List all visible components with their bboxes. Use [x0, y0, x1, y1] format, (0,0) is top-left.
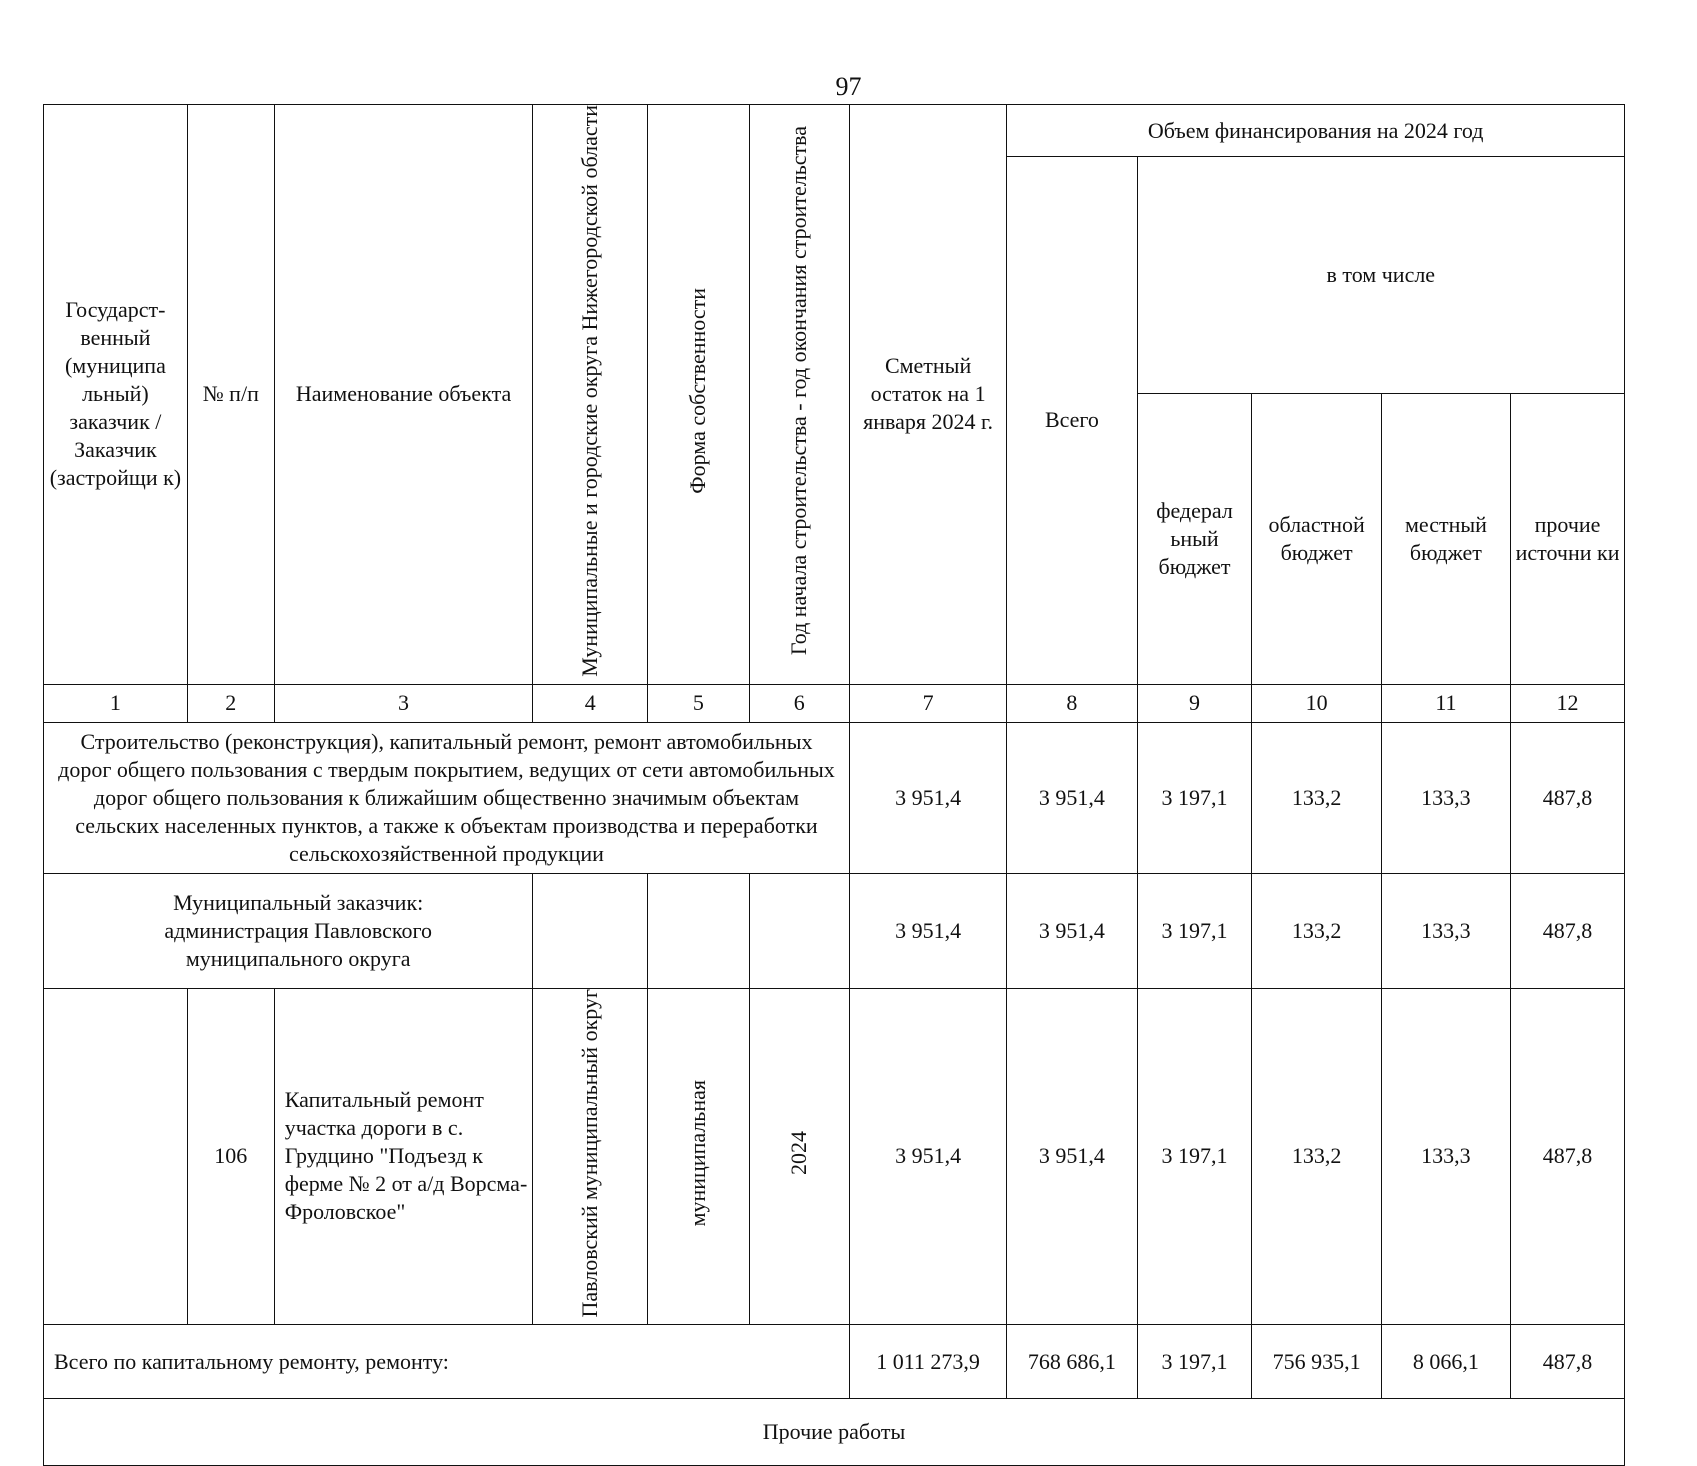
- value-cell: 487,8: [1511, 1325, 1625, 1399]
- value-cell: 133,3: [1381, 722, 1510, 873]
- value-cell: 3 951,4: [1007, 988, 1137, 1325]
- column-number: 7: [849, 684, 1006, 722]
- header-funding-group: Объем финансирования на 2024 год: [1007, 105, 1625, 157]
- header-district: [533, 105, 648, 685]
- value-cell: 3 197,1: [1137, 722, 1252, 873]
- value-cell: 8 066,1: [1381, 1325, 1510, 1399]
- value-cell: 3 951,4: [849, 988, 1006, 1325]
- column-number: 3: [274, 684, 533, 722]
- header-estimate-balance: Сметный остаток на 1 января 2024 г.: [849, 105, 1006, 685]
- value-cell: 133,2: [1252, 988, 1381, 1325]
- section-title: Строительство (реконструкция), капитальный ремонт, ремонт автомобильных дорог общего пользования с твердым покрытием, ведущих от сети автомобильных дорог общего пользования к ближайшим общественно значимым объектам сельских населенных пунктов, а также к объектам производства и переработки сельскохозяйственной продукции: [44, 722, 850, 873]
- column-number: 8: [1007, 684, 1137, 722]
- value-cell: 756 935,1: [1252, 1325, 1381, 1399]
- header-total: Всего: [1007, 157, 1137, 685]
- header-years-text: Год начала строительства - год окончания строительства: [786, 126, 812, 656]
- value-cell: 768 686,1: [1007, 1325, 1137, 1399]
- header-including: в том числе: [1137, 157, 1624, 394]
- value-cell: 133,3: [1381, 873, 1510, 988]
- column-number-row: [44, 684, 1625, 722]
- object-number: 106: [187, 988, 274, 1325]
- value-cell: 3 951,4: [1007, 873, 1137, 988]
- object-year-text: 2024: [786, 1130, 812, 1175]
- header-other-sources: прочие источни ки: [1511, 393, 1625, 684]
- other-works-title: Прочие работы: [44, 1399, 1625, 1466]
- funding-table: [43, 104, 1625, 1466]
- empty-cell: [648, 873, 749, 988]
- object-ownership-text: муниципальная: [685, 1079, 711, 1227]
- other-works-row: [44, 1399, 1625, 1466]
- header-local-budget: местный бюджет: [1381, 393, 1510, 684]
- value-cell: 487,8: [1511, 722, 1625, 873]
- header-customer: Государст-венный (муниципа льный) заказчик / Заказчик (застройщи к): [44, 105, 188, 685]
- section-row: [44, 722, 1625, 873]
- empty-cell: [533, 873, 648, 988]
- page-number: 97: [835, 72, 862, 101]
- value-cell: 3 197,1: [1137, 873, 1252, 988]
- header-number: № п/п: [187, 105, 274, 685]
- header-years: [749, 105, 849, 685]
- value-cell: 3 951,4: [849, 873, 1006, 988]
- total-row: [44, 1325, 1625, 1399]
- column-number: 11: [1381, 684, 1510, 722]
- header-regional-budget: областной бюджет: [1252, 393, 1381, 684]
- customer-title: Муниципальный заказчик: администрация Павловского муниципального округа: [44, 873, 533, 988]
- value-cell: 3 197,1: [1137, 1325, 1252, 1399]
- header-district-text: Муниципальные и городские округа Нижегородской области: [577, 105, 603, 677]
- object-district-text: Павловский муниципальный округ: [577, 988, 603, 1318]
- object-ownership: [648, 988, 749, 1325]
- total-label: Всего по капитальному ремонту, ремонту:: [44, 1325, 850, 1399]
- column-number: 9: [1137, 684, 1252, 722]
- value-cell: 133,2: [1252, 873, 1381, 988]
- value-cell: 133,2: [1252, 722, 1381, 873]
- object-row: [44, 988, 1625, 1325]
- column-number: 1: [44, 684, 188, 722]
- object-year: [749, 988, 849, 1325]
- object-name: Капитальный ремонт участка дороги в с. Грудцино "Подъезд к ферме № 2 от а/д Ворсма-Фроловское": [274, 988, 533, 1325]
- column-number: 5: [648, 684, 749, 722]
- column-number: 10: [1252, 684, 1381, 722]
- value-cell: 3 951,4: [1007, 722, 1137, 873]
- empty-cell: [749, 873, 849, 988]
- value-cell: 487,8: [1511, 873, 1625, 988]
- object-district: [533, 988, 648, 1325]
- empty-cell: [44, 988, 188, 1325]
- column-number: 6: [749, 684, 849, 722]
- column-number: 12: [1511, 684, 1625, 722]
- value-cell: 487,8: [1511, 988, 1625, 1325]
- header-ownership-text: Форма собственности: [685, 287, 711, 494]
- column-number: 4: [533, 684, 648, 722]
- header-ownership: [648, 105, 749, 685]
- value-cell: 3 951,4: [849, 722, 1006, 873]
- column-number: 2: [187, 684, 274, 722]
- customer-row: [44, 873, 1625, 988]
- value-cell: 133,3: [1381, 988, 1510, 1325]
- value-cell: 3 197,1: [1137, 988, 1252, 1325]
- header-object-name: Наименование объекта: [274, 105, 533, 685]
- value-cell: 1 011 273,9: [849, 1325, 1006, 1399]
- header-federal-budget: федерал ьный бюджет: [1137, 393, 1252, 684]
